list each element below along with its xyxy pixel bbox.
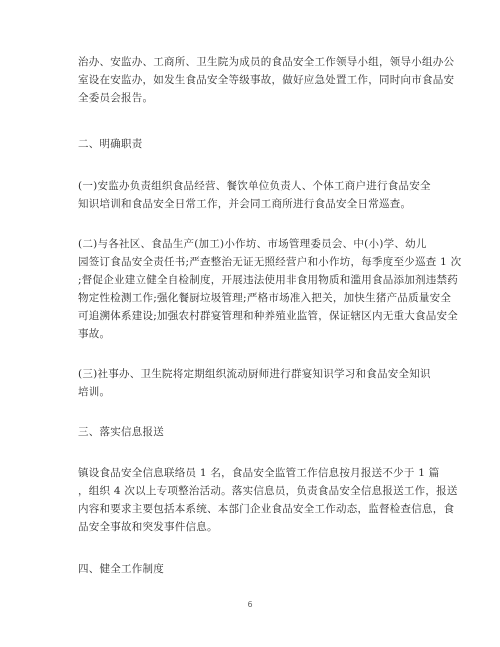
text-line: 培训。 <box>78 386 111 398</box>
paragraph-duty-3 <box>78 365 431 401</box>
text-line: 品安全事故和突发事件信息。 <box>78 521 218 533</box>
text-line: 室设在安监办，如发生食品安全等级事故，做好应急处置工作，同时向市食品安 <box>78 74 455 86</box>
text-line: ;督促企业建立健全自检制度，开展违法使用非食用物质和滥用食品添加剂违禁药 <box>78 274 459 286</box>
text-line: (二)与各社区、食品生产(加工)小作坊、市场管理委员会、中(小)学、幼儿 <box>78 238 427 250</box>
paragraph-info <box>78 464 458 536</box>
heading-text: 三、落实信息报送 <box>78 426 164 438</box>
page-number: 6 <box>247 600 253 609</box>
text-line: 镇设食品安全信息联络员 1 名，食品安全监管工作信息按月报送不少于 1 篇 <box>78 467 440 479</box>
text-line: 物定性检测工作;强化餐厨垃圾管理;严格市场准入把关，加快生猪产品质量安全 <box>78 292 452 304</box>
section-heading-4 <box>78 560 423 578</box>
paragraph-duty-2 <box>78 235 462 343</box>
text-line: 可追溯体系建设;加强农村群宴管理和种养殖业监管，保证辖区内无重大食品安全 <box>78 310 459 322</box>
text-line: 事故。 <box>78 328 111 340</box>
paragraph-intro <box>78 53 455 107</box>
text-line: 全委员会报告。 <box>78 92 154 104</box>
text-line: (三)社事办、卫生院将定期组织流动厨师进行群宴知识学习和食品安全知识 <box>78 368 431 380</box>
text-line: 知识培训和食品安全日常工作，并会同工商所进行食品安全日常巡查。 <box>78 198 412 210</box>
paragraph-duty-1 <box>78 177 431 213</box>
text-line: 内容和要求主要包括本系统、本部门企业食品安全工作动态，监督检查信息，食 <box>78 503 455 515</box>
section-heading-3 <box>78 423 423 441</box>
heading-text: 二、明确职责 <box>78 138 143 150</box>
text-line: 治办、安监办、工商所、卫生院为成员的食品安全工作领导小组，领导小组办公 <box>78 56 455 68</box>
heading-text: 四、健全工作制度 <box>78 563 164 575</box>
text-line: (一)安监办负责组织食品经营、餐饮单位负责人、个体工商户进行食品安全 <box>78 180 431 192</box>
text-line: 园签订食品安全责任书;严查整治无证无照经营户和小作坊，每季度至少巡查 1 次 <box>78 256 462 268</box>
text-line: ，组织 4 次以上专项整治活动。落实信息员，负责食品安全信息报送工作，报送 <box>78 485 458 497</box>
section-heading-2 <box>78 135 423 153</box>
